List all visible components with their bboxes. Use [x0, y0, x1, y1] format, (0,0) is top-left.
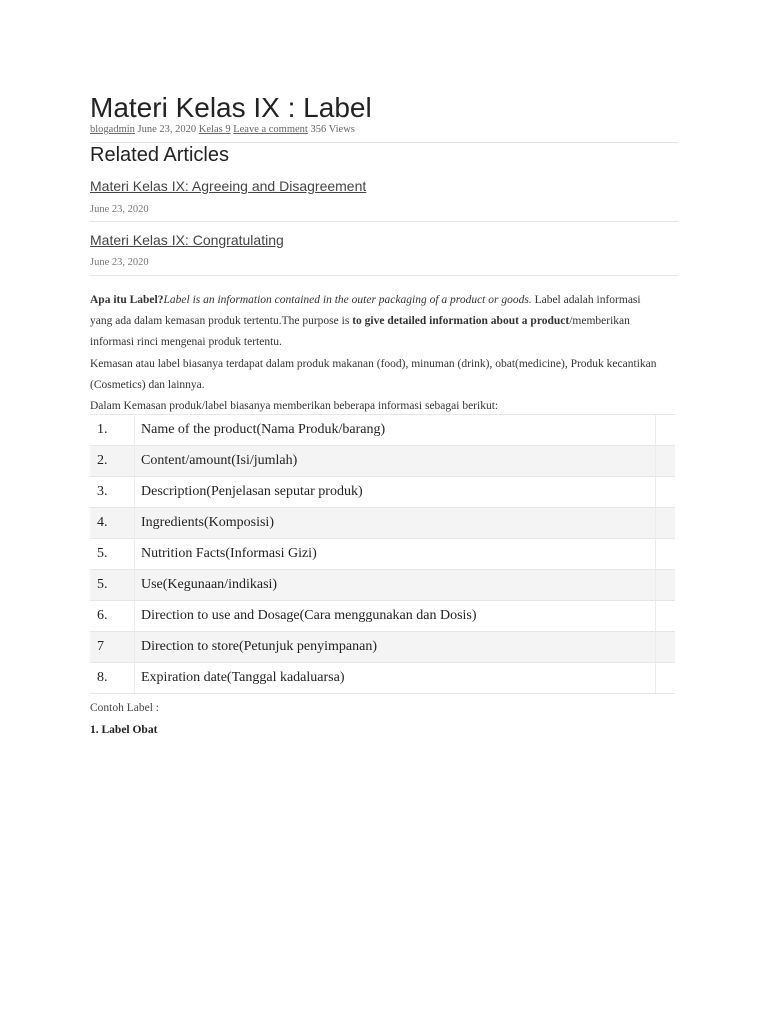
category-link[interactable]: Kelas 9	[198, 124, 231, 135]
related-article-link[interactable]: Materi Kelas IX: Congratulating	[90, 232, 284, 248]
row-text: Nutrition Facts(Informasi Gizi)	[135, 539, 656, 570]
table-row	[90, 601, 675, 632]
intro-paragraph	[90, 290, 660, 353]
row-number: 1.	[90, 415, 135, 446]
table-row	[90, 539, 675, 570]
info-intro: Dalam Kemasan produk/label biasanya memberikan beberapa informasi sebagai berikut:	[90, 400, 499, 412]
related-article-date: June 23, 2020	[90, 204, 149, 215]
row-text: Direction to store(Petunjuk penyimpanan)	[135, 632, 656, 663]
table-row	[90, 663, 675, 694]
row-text: Direction to use and Dosage(Cara menggunakan dan Dosis)	[135, 601, 656, 632]
section-subheading: 1. Label Obat	[90, 724, 158, 736]
row-text: Ingredients(Komposisi)	[135, 508, 656, 539]
post-date: June 23, 2020	[137, 124, 197, 135]
table-row	[90, 570, 675, 601]
page-title: Materi Kelas IX : Label	[90, 92, 372, 123]
post-meta	[90, 123, 355, 137]
purpose-bold: to give detailed information about a product	[352, 315, 570, 327]
leave-comment-link[interactable]: Leave a comment	[233, 124, 308, 135]
related-article-date: June 23, 2020	[90, 257, 149, 268]
row-text: Content/amount(Isi/jumlah)	[135, 446, 656, 477]
row-number: 2.	[90, 446, 135, 477]
table-row	[90, 508, 675, 539]
related-articles-heading: Related Articles	[90, 144, 229, 166]
author-link[interactable]: blogadmin	[90, 124, 135, 135]
row-text: Use(Kegunaan/indikasi)	[135, 570, 656, 601]
row-number: 5.	[90, 539, 135, 570]
info-table	[90, 414, 675, 694]
table-row	[90, 446, 675, 477]
row-number: 8.	[90, 663, 135, 694]
row-text: Description(Penjelasan seputar produk)	[135, 477, 656, 508]
related-article-link[interactable]: Materi Kelas IX: Agreeing and Disagreement	[90, 178, 367, 194]
row-number: 6.	[90, 601, 135, 632]
intro-text: Label adalah informasi yang ada dalam kemasan produk tertentu.The purpose is	[90, 294, 641, 327]
example-caption: Contoh Label :	[90, 702, 159, 714]
intro-question: Apa itu Label?	[90, 294, 164, 306]
purpose-text: /memberikan informasi rinci mengenai produk tertentu.	[90, 315, 630, 348]
label-definition: Label is an information contained in the outer packaging of a product or goods.	[163, 294, 532, 306]
row-number: 3.	[90, 477, 135, 508]
divider	[90, 275, 678, 276]
table-row	[90, 632, 675, 663]
view-count: 356 Views	[310, 124, 355, 135]
row-text: Expiration date(Tanggal kadaluarsa)	[135, 663, 656, 694]
row-number: 4.	[90, 508, 135, 539]
row-number: 7	[90, 632, 135, 663]
row-text: Name of the product(Nama Produk/barang)	[135, 415, 656, 446]
table-row	[90, 477, 675, 508]
divider	[90, 221, 678, 222]
table-row	[90, 415, 675, 446]
row-number: 5.	[90, 570, 135, 601]
packaging-paragraph: Kemasan atau label biasanya terdapat dalam produk makanan (food), minuman (drink), obat(medicine), Produk kecantikan (Cosmetics) dan lainnya.	[90, 358, 657, 391]
